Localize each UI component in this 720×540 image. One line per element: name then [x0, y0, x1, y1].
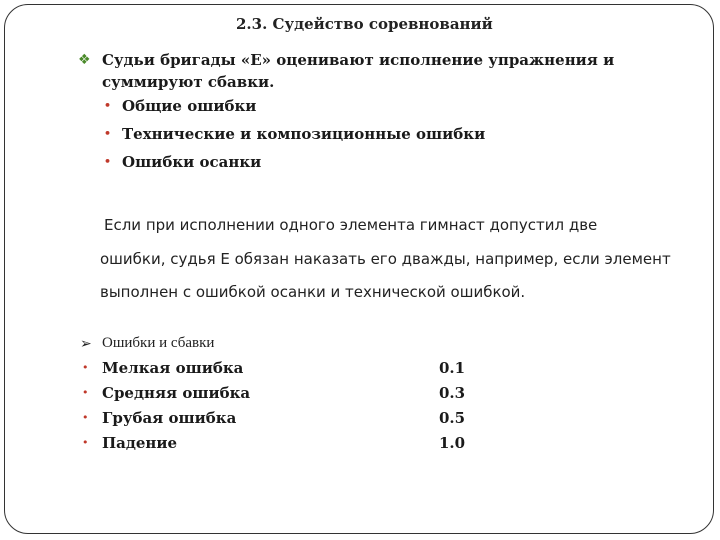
table-row	[0, 359, 720, 381]
arrow-bullet-icon: ➢	[80, 336, 92, 352]
errors-header: Ошибки и сбавки	[102, 335, 215, 351]
table-row	[0, 384, 720, 406]
page-title: 2.3. Судейство соревнований	[236, 15, 493, 33]
deduction-value: 0.3	[439, 384, 466, 402]
list-item	[104, 153, 261, 171]
table-row	[0, 409, 720, 431]
dot-bullet-icon: •	[82, 386, 89, 399]
list-item	[104, 125, 485, 143]
deduction-value: 0.5	[439, 409, 466, 427]
paragraph-line: выполнен с ошибкой осанки и технической ошибкой.	[100, 283, 526, 301]
main-bullet-text: Судьи бригады «Е» оценивают исполнение упражнения и суммируют сбавки.	[102, 51, 615, 91]
paragraph-line: ошибки, судья Е обязан наказать его дважды, например, если элемент	[100, 250, 671, 268]
deduction-value: 0.1	[439, 359, 466, 377]
dot-bullet-icon: •	[82, 436, 89, 449]
table-row	[0, 434, 720, 456]
list-item	[104, 97, 256, 115]
list-item-label: Общие ошибки	[122, 97, 257, 115]
paragraph-line: Если при исполнении одного элемента гимнаст допустил две	[104, 216, 598, 234]
diamond-bullet-icon: ❖	[78, 52, 91, 68]
dot-bullet-icon: •	[104, 99, 112, 112]
deduction-label: Мелкая ошибка	[102, 359, 244, 377]
dot-bullet-icon: •	[104, 155, 112, 168]
deduction-label: Средняя ошибка	[102, 384, 251, 402]
dot-bullet-icon: •	[82, 411, 89, 424]
dot-bullet-icon: •	[104, 127, 112, 140]
deduction-label: Падение	[102, 434, 178, 452]
dot-bullet-icon: •	[82, 361, 89, 374]
list-item-label: Технические и композиционные ошибки	[122, 125, 486, 143]
list-item-label: Ошибки осанки	[122, 153, 262, 171]
deduction-label: Грубая ошибка	[102, 409, 237, 427]
deduction-value: 1.0	[439, 434, 466, 452]
